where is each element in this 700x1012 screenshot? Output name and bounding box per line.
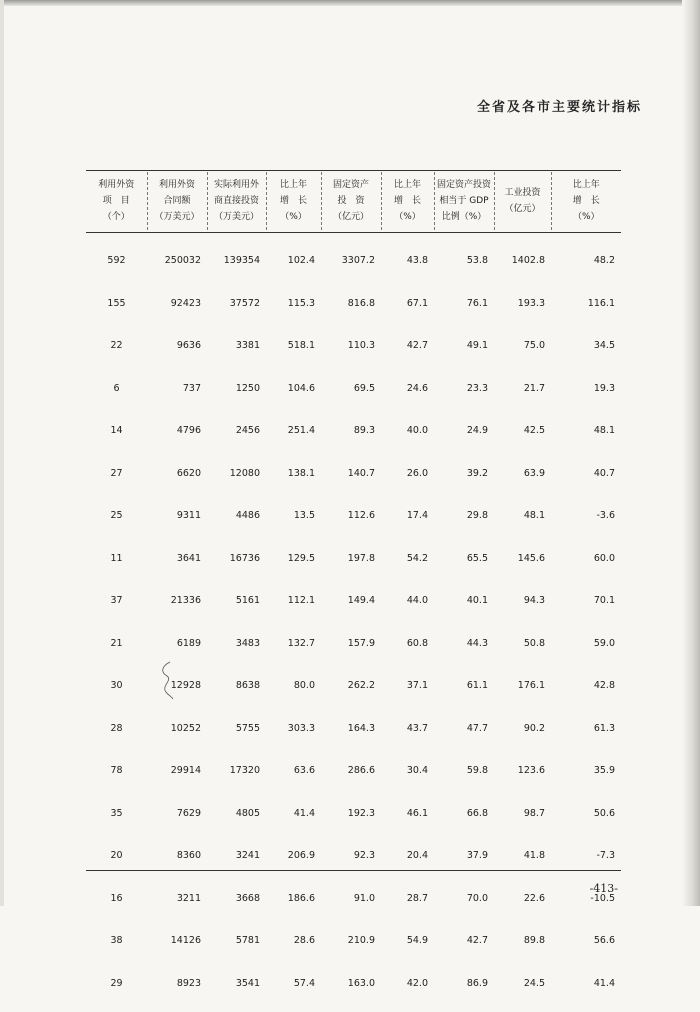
column-header bbox=[266, 172, 321, 230]
table-cell: 49.1 bbox=[434, 332, 494, 375]
table-cell: -3.6 bbox=[551, 502, 621, 545]
table-cell: 92.3 bbox=[321, 842, 381, 885]
table-cell: 20 bbox=[86, 842, 147, 885]
table-cell: 3307.2 bbox=[321, 247, 381, 290]
table-cell: 21336 bbox=[147, 587, 207, 630]
column-header-line: 利用外资 bbox=[148, 177, 207, 193]
table-cell: 9311 bbox=[147, 502, 207, 545]
column-header-line: 合同额 bbox=[148, 193, 207, 209]
table-cell: 9636 bbox=[147, 332, 207, 375]
column-header-line: 固定资产 bbox=[322, 177, 381, 193]
table-cell: 59.8 bbox=[434, 757, 494, 800]
table-cell: 38 bbox=[86, 927, 147, 970]
table-cell: 5161 bbox=[207, 587, 266, 630]
table-body bbox=[86, 247, 621, 1012]
column-header-line: （万美元） bbox=[208, 209, 266, 225]
table-cell: 6620 bbox=[147, 460, 207, 503]
column-header bbox=[147, 172, 207, 230]
table-cell: 53.8 bbox=[434, 247, 494, 290]
page-edge-top bbox=[0, 0, 700, 6]
table-cell: 138.1 bbox=[266, 460, 321, 503]
table-cell: 518.1 bbox=[266, 332, 321, 375]
table-cell: 3641 bbox=[147, 545, 207, 588]
column-header-line: （%） bbox=[382, 209, 434, 225]
table-cell: 54.9 bbox=[381, 927, 434, 970]
table-cell: 176.1 bbox=[494, 672, 551, 715]
table-cell: 21 bbox=[86, 630, 147, 673]
table-cell: 4486 bbox=[207, 502, 266, 545]
table-cell: 186.6 bbox=[266, 885, 321, 928]
table-cell: 48.1 bbox=[494, 502, 551, 545]
table-bottom-rule bbox=[86, 870, 621, 871]
table-cell: 3381 bbox=[207, 332, 266, 375]
table-cell: 30.4 bbox=[381, 757, 434, 800]
table-cell: 91.0 bbox=[321, 885, 381, 928]
table-cell: 37.1 bbox=[381, 672, 434, 715]
table-cell: 41.4 bbox=[551, 970, 621, 1012]
table-cell: 29 bbox=[86, 970, 147, 1012]
table-row bbox=[86, 800, 621, 843]
table-cell: 28 bbox=[86, 715, 147, 758]
table-cell: 42.7 bbox=[434, 927, 494, 970]
table-cell: 5781 bbox=[207, 927, 266, 970]
table-cell: 14 bbox=[86, 417, 147, 460]
table-cell: 60.8 bbox=[381, 630, 434, 673]
table-cell: 61.1 bbox=[434, 672, 494, 715]
table-cell: 41.4 bbox=[266, 800, 321, 843]
table-row bbox=[86, 757, 621, 800]
table-cell: 46.1 bbox=[381, 800, 434, 843]
table-cell: 35 bbox=[86, 800, 147, 843]
column-header-line: 相当于 GDP bbox=[435, 193, 494, 209]
table-cell: 115.3 bbox=[266, 290, 321, 333]
table-cell: 40.7 bbox=[551, 460, 621, 503]
column-header-line: （%） bbox=[267, 209, 321, 225]
table-cell: 1402.8 bbox=[494, 247, 551, 290]
table-cell: 80.0 bbox=[266, 672, 321, 715]
page-number: -413- bbox=[590, 882, 618, 895]
page-edge-left bbox=[0, 0, 4, 906]
table-cell: 16736 bbox=[207, 545, 266, 588]
table-cell: 44.3 bbox=[434, 630, 494, 673]
table-cell: 206.9 bbox=[266, 842, 321, 885]
table-cell: 37.9 bbox=[434, 842, 494, 885]
table-cell: 3668 bbox=[207, 885, 266, 928]
table-cell: 139354 bbox=[207, 247, 266, 290]
table-cell: 76.1 bbox=[434, 290, 494, 333]
column-header bbox=[494, 172, 551, 230]
table-cell: 63.6 bbox=[266, 757, 321, 800]
table-cell: 303.3 bbox=[266, 715, 321, 758]
table-cell: 286.6 bbox=[321, 757, 381, 800]
table-cell: 1250 bbox=[207, 375, 266, 418]
table-header-rule bbox=[86, 232, 621, 233]
table-cell: 129.5 bbox=[266, 545, 321, 588]
table-cell: 197.8 bbox=[321, 545, 381, 588]
table-cell: 47.7 bbox=[434, 715, 494, 758]
table-cell: 192.3 bbox=[321, 800, 381, 843]
table-cell: 24.5 bbox=[494, 970, 551, 1012]
table-cell: 92423 bbox=[147, 290, 207, 333]
table-cell: 12080 bbox=[207, 460, 266, 503]
data-table bbox=[86, 247, 621, 1012]
table-cell: 2456 bbox=[207, 417, 266, 460]
table-cell: 57.4 bbox=[266, 970, 321, 1012]
table-cell: 37572 bbox=[207, 290, 266, 333]
table-cell: 155 bbox=[86, 290, 147, 333]
table-cell: 10252 bbox=[147, 715, 207, 758]
table-cell: 210.9 bbox=[321, 927, 381, 970]
table-row bbox=[86, 842, 621, 885]
table-cell: 4805 bbox=[207, 800, 266, 843]
table-cell: 112.6 bbox=[321, 502, 381, 545]
table-cell: 22 bbox=[86, 332, 147, 375]
table-cell: 19.3 bbox=[551, 375, 621, 418]
column-header bbox=[381, 172, 434, 230]
column-header-line: 比例（%） bbox=[435, 209, 494, 225]
table-cell: 6 bbox=[86, 375, 147, 418]
table-cell: 140.7 bbox=[321, 460, 381, 503]
table-cell: 116.1 bbox=[551, 290, 621, 333]
table-cell: 43.8 bbox=[381, 247, 434, 290]
table-cell: 42.7 bbox=[381, 332, 434, 375]
table-row bbox=[86, 545, 621, 588]
column-header bbox=[86, 172, 147, 230]
table-cell: 40.0 bbox=[381, 417, 434, 460]
column-header-line: 利用外资 bbox=[86, 177, 147, 193]
table-cell: 250032 bbox=[147, 247, 207, 290]
column-header-line: 增 长 bbox=[382, 193, 434, 209]
pen-mark bbox=[158, 660, 176, 700]
table-cell: 262.2 bbox=[321, 672, 381, 715]
table-row bbox=[86, 332, 621, 375]
table-cell: 29914 bbox=[147, 757, 207, 800]
table-cell: 110.3 bbox=[321, 332, 381, 375]
table-cell: 4796 bbox=[147, 417, 207, 460]
table-cell: 24.6 bbox=[381, 375, 434, 418]
table-row bbox=[86, 290, 621, 333]
table-cell: 149.4 bbox=[321, 587, 381, 630]
table-cell: 17.4 bbox=[381, 502, 434, 545]
table-cell: 48.1 bbox=[551, 417, 621, 460]
table-cell: 112.1 bbox=[266, 587, 321, 630]
table-cell: 20.4 bbox=[381, 842, 434, 885]
table-cell: 14126 bbox=[147, 927, 207, 970]
table-cell: 39.2 bbox=[434, 460, 494, 503]
table-cell: 12928 bbox=[147, 672, 207, 715]
table-top-rule bbox=[86, 170, 621, 171]
column-header-line: 比上年 bbox=[552, 177, 622, 193]
table-cell: 27 bbox=[86, 460, 147, 503]
column-header-line: 项 目 bbox=[86, 193, 147, 209]
table-cell: 816.8 bbox=[321, 290, 381, 333]
column-header bbox=[207, 172, 266, 230]
column-header bbox=[551, 172, 621, 230]
table-cell: 70.0 bbox=[434, 885, 494, 928]
table-cell: 40.1 bbox=[434, 587, 494, 630]
table-cell: 3541 bbox=[207, 970, 266, 1012]
table-header bbox=[86, 172, 621, 230]
table-cell: 59.0 bbox=[551, 630, 621, 673]
column-header-line: 增 长 bbox=[267, 193, 321, 209]
table-cell: 164.3 bbox=[321, 715, 381, 758]
table-cell: 104.6 bbox=[266, 375, 321, 418]
table-cell: 66.8 bbox=[434, 800, 494, 843]
table-cell: 98.7 bbox=[494, 800, 551, 843]
table-cell: 67.1 bbox=[381, 290, 434, 333]
table-cell: 7629 bbox=[147, 800, 207, 843]
table-cell: 5755 bbox=[207, 715, 266, 758]
table-cell: 145.6 bbox=[494, 545, 551, 588]
column-header-line: 商直接投资 bbox=[208, 193, 266, 209]
table-row bbox=[86, 715, 621, 758]
column-header-line: 固定资产投资 bbox=[435, 177, 494, 193]
table-cell: 251.4 bbox=[266, 417, 321, 460]
table-cell: 42.0 bbox=[381, 970, 434, 1012]
table-cell: 44.0 bbox=[381, 587, 434, 630]
table-cell: 61.3 bbox=[551, 715, 621, 758]
table-row bbox=[86, 417, 621, 460]
table-cell: 28.7 bbox=[381, 885, 434, 928]
table-cell: 50.6 bbox=[551, 800, 621, 843]
column-header-line: 比上年 bbox=[382, 177, 434, 193]
column-header-line: 实际利用外 bbox=[208, 177, 266, 193]
table-cell: 42.5 bbox=[494, 417, 551, 460]
table-cell: 21.7 bbox=[494, 375, 551, 418]
column-header-line: 投 资 bbox=[322, 193, 381, 209]
table-cell: 8923 bbox=[147, 970, 207, 1012]
table-cell: 17320 bbox=[207, 757, 266, 800]
table-cell: 90.2 bbox=[494, 715, 551, 758]
table-cell: 89.8 bbox=[494, 927, 551, 970]
column-header-line: 增 长 bbox=[552, 193, 622, 209]
table-cell: 48.2 bbox=[551, 247, 621, 290]
table-cell: 29.8 bbox=[434, 502, 494, 545]
table-cell: 24.9 bbox=[434, 417, 494, 460]
table-cell: 86.9 bbox=[434, 970, 494, 1012]
table-cell: 22.6 bbox=[494, 885, 551, 928]
table-cell: 75.0 bbox=[494, 332, 551, 375]
table-cell: 60.0 bbox=[551, 545, 621, 588]
table-cell: 63.9 bbox=[494, 460, 551, 503]
table-cell: 35.9 bbox=[551, 757, 621, 800]
column-header-line: （%） bbox=[552, 209, 622, 225]
table-cell: 65.5 bbox=[434, 545, 494, 588]
table-cell: 30 bbox=[86, 672, 147, 715]
table-cell: 123.6 bbox=[494, 757, 551, 800]
table-cell: 8360 bbox=[147, 842, 207, 885]
table-cell: -10.5 bbox=[551, 885, 621, 928]
table-cell: 6189 bbox=[147, 630, 207, 673]
table-cell: 42.8 bbox=[551, 672, 621, 715]
table-cell: 592 bbox=[86, 247, 147, 290]
table-header-row bbox=[86, 172, 621, 230]
table-cell: 50.8 bbox=[494, 630, 551, 673]
table-cell: 11 bbox=[86, 545, 147, 588]
table-cell: 25 bbox=[86, 502, 147, 545]
column-header-line: （亿元） bbox=[495, 201, 551, 217]
column-header-line: 工业投资 bbox=[495, 185, 551, 201]
table-cell: 3241 bbox=[207, 842, 266, 885]
table-cell: 737 bbox=[147, 375, 207, 418]
table-cell: 43.7 bbox=[381, 715, 434, 758]
table-cell: -7.3 bbox=[551, 842, 621, 885]
page-edge-right bbox=[682, 0, 700, 906]
table-cell: 41.8 bbox=[494, 842, 551, 885]
table-cell: 69.5 bbox=[321, 375, 381, 418]
table-cell: 94.3 bbox=[494, 587, 551, 630]
column-header-line: （万美元） bbox=[148, 209, 207, 225]
table-cell: 157.9 bbox=[321, 630, 381, 673]
table-cell: 13.5 bbox=[266, 502, 321, 545]
table-cell: 16 bbox=[86, 885, 147, 928]
table-cell: 163.0 bbox=[321, 970, 381, 1012]
table-row bbox=[86, 587, 621, 630]
table-cell: 193.3 bbox=[494, 290, 551, 333]
column-header bbox=[321, 172, 381, 230]
table-cell: 102.4 bbox=[266, 247, 321, 290]
table-cell: 34.5 bbox=[551, 332, 621, 375]
table-cell: 37 bbox=[86, 587, 147, 630]
column-header-line: （亿元） bbox=[322, 209, 381, 225]
table-cell: 54.2 bbox=[381, 545, 434, 588]
table-row bbox=[86, 460, 621, 503]
table-row bbox=[86, 247, 621, 290]
page-title: 全省及各市主要统计指标 bbox=[477, 96, 642, 115]
table-cell: 3211 bbox=[147, 885, 207, 928]
table-cell: 3483 bbox=[207, 630, 266, 673]
column-header-line: 比上年 bbox=[267, 177, 321, 193]
column-header bbox=[434, 172, 494, 230]
table-cell: 70.1 bbox=[551, 587, 621, 630]
column-header-line: （个） bbox=[86, 209, 147, 225]
table-cell: 78 bbox=[86, 757, 147, 800]
table-cell: 28.6 bbox=[266, 927, 321, 970]
table-cell: 23.3 bbox=[434, 375, 494, 418]
table-row bbox=[86, 502, 621, 545]
table-cell: 26.0 bbox=[381, 460, 434, 503]
table-cell: 56.6 bbox=[551, 927, 621, 970]
table-cell: 89.3 bbox=[321, 417, 381, 460]
table-row bbox=[86, 927, 621, 970]
table-row bbox=[86, 970, 621, 1012]
table-cell: 8638 bbox=[207, 672, 266, 715]
table-row bbox=[86, 375, 621, 418]
table-cell: 132.7 bbox=[266, 630, 321, 673]
